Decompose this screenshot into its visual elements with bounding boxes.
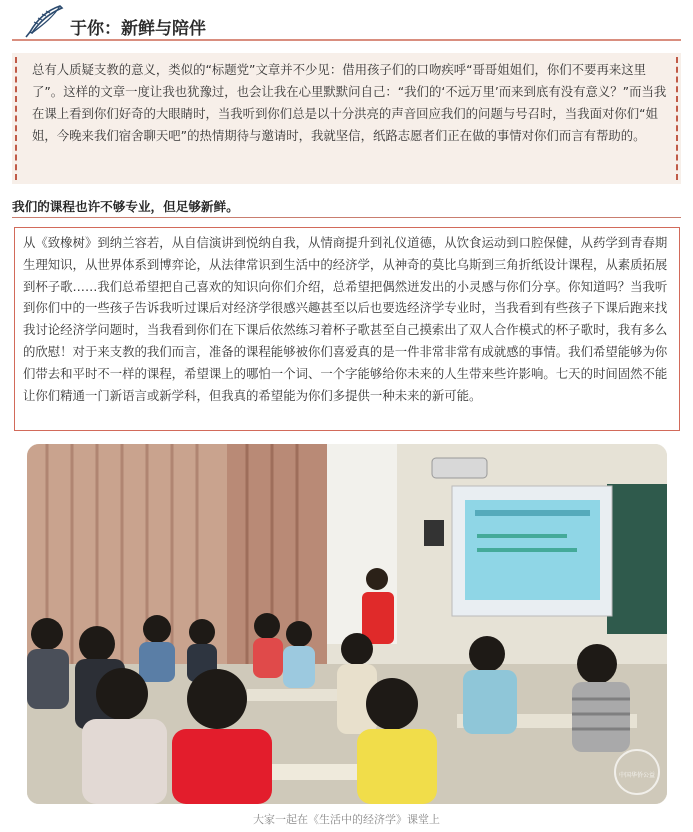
section-title: 于你：新鲜与陪伴 [70, 19, 206, 39]
quote-text: 总有人质疑支教的意义，类似的“标题党”文章并不少见：借用孩子们的口吻疾呼“哥哥姐姐们，你们不要再来这里了”。这样的文章一度让我也犹豫过，也会让我在心里默默问自己：“我们的‘不远万里’而来到底有没有意义？”而当我在课上看到你们好奇的大眼睛时，当我听到你们总是以十分洪亮的声音回应我们的问题与号召时，当我面对你们“姐姐，今晚来我们宿舍聊天吧”的热情期待与邀请时，我就坚信，纸路志愿者们正在做的事情对你们而言有帮助的。 [32, 62, 667, 143]
quill-pen-icon [20, 4, 66, 38]
photo-watermark: 中国华侨公益 [618, 772, 656, 779]
classroom-photo-illustration [27, 444, 667, 804]
title-divider [12, 39, 681, 41]
subheading-divider [12, 217, 681, 218]
photo-caption: 大家一起在《生活中的经济学》课堂上 [253, 813, 440, 826]
body-paragraph: 从《致橡树》到纳兰容若，从自信演讲到悦纳自我，从情商提升到礼仪道德，从饮食运动到口腔保健，从药学到青春期生理知识，从世界体系到博弈论，从法律常识到生活中的经济学，从神奇的莫比乌斯到三角折纸设计课程，从素质拓展到杯子歌……我们总希望把自己喜欢的知识向你们介绍，总希望把偶然迸发出的小灵感与你们分享。你知道吗？当我听到你们中的一些孩子告诉我听过课后对经济学很感兴趣甚至以后也要选经济学专业时，当我看到有些孩子下课后跑来找我讨论经济学问题时，当我看到你们在下课后依然练习着杯子歌甚至自己摸索出了双人合作模式的杯子歌时，我有多么的欣慰！对于来支教的我们而言，准备的课程能够被你们喜爱真的是一件非常非常有成就感的事情。我们希望能够为你们带去和平时不一样的课程，希望课上的哪怕一个词、一个字能够给你未来的人生带来些许影响。七天的时间固然不能让你们精通一门新语言或新学科，但我真的希望能为你们多提供一种未来的新可能。 [23, 235, 668, 403]
subheading: 我们的课程也许不够专业，但足够新鲜。 [12, 199, 239, 214]
classroom-photo [27, 444, 667, 804]
body-paragraph-box [14, 227, 680, 431]
quote-block [12, 53, 681, 184]
section-header [0, 0, 693, 40]
